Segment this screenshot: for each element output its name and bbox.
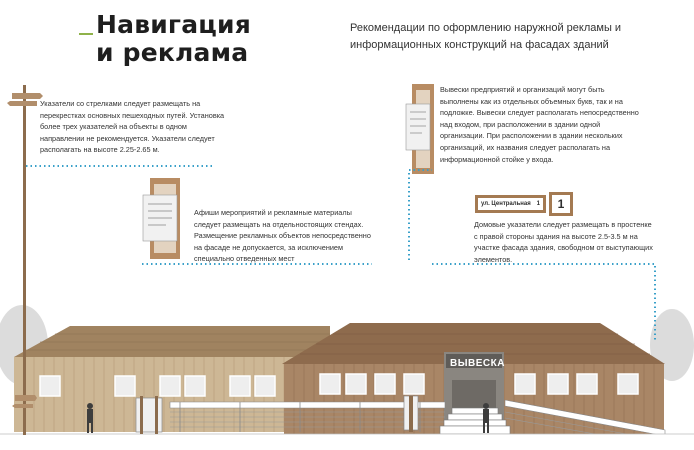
house-number-sign: 1 bbox=[549, 192, 573, 216]
title-line-1: Навигация bbox=[96, 10, 251, 39]
street-sign-sample bbox=[475, 195, 546, 213]
note-signboards: Вывески предприятий и организаций могут быть выполнены как из отдельных объемных букв, так и на подложке. Вывески следует располагать непосредственно над входом, при расположении в здании одной организации. При расположении в здании нескольких организаций, их названия следует располагать на информационной стойке у входа. bbox=[440, 85, 639, 164]
note-house-signs: Домовые указатели следует размещать в простенке с правой стороны здания на высоте 2.5-3.5 м на участке фасада здания, свободном от выступающих элементов. bbox=[474, 220, 653, 264]
street-sign-number: 1 bbox=[536, 201, 540, 207]
title-line-2: и реклама bbox=[96, 38, 249, 67]
page-subtitle: Рекомендации по оформлению наружной рекламы и информационных конструкций на фасадах зданий bbox=[350, 22, 622, 51]
facade-sign: ВЫВЕСКА bbox=[450, 358, 505, 369]
note-pointers: Указатели со стрелками следует размещать на перекрестках основных пешеходных путей. Установка более трех указателей на объекты в одном направлении не рекомендуется. Указатели следует располагать на высоте 2.25-2.65 м. bbox=[40, 99, 225, 155]
note-posters: Афиши мероприятий и рекламные материалы следует размещать на отдельностоящих стендах. Размещение рекламных объектов непосредственно на фасаде не допускается, за исключением специально отведенных мест bbox=[194, 208, 371, 264]
street-sign-name: ул. Центральная bbox=[481, 201, 531, 207]
